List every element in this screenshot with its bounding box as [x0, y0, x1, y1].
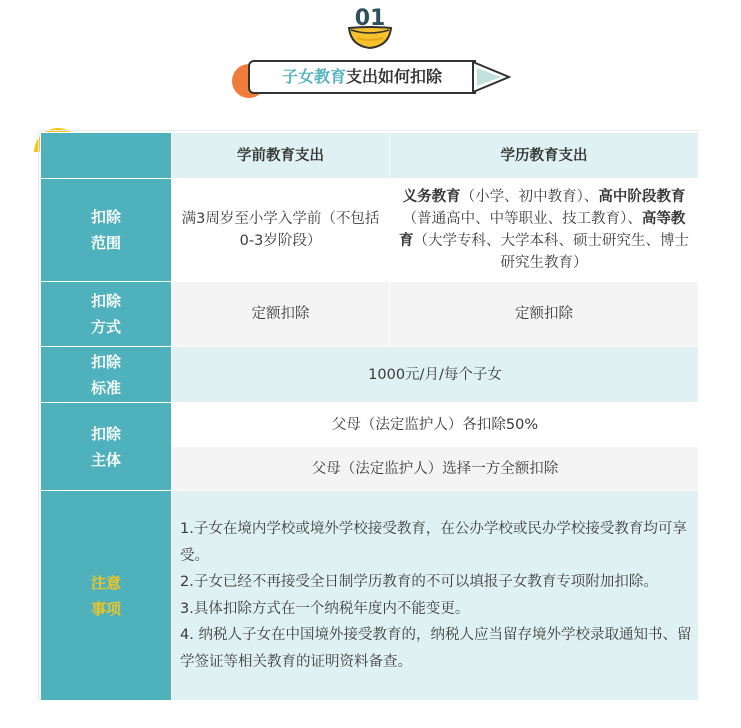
subject-option-2: 父母（法定监护人）选择一方全额扣除 — [172, 447, 699, 491]
standard-value: 1000元/月/每个子女 — [172, 347, 699, 403]
col-header-preschool: 学前教育支出 — [172, 133, 390, 179]
row-label-standard: 扣除 标准 — [41, 347, 172, 403]
arrow-icon — [471, 58, 511, 96]
section-number: 01 — [354, 6, 386, 31]
row-label-subject: 扣除 主体 — [41, 403, 172, 491]
subject-option-1: 父母（法定监护人）各扣除50% — [172, 403, 699, 447]
scope-education: 义务教育（小学、初中教育）、高中阶段教育（普通高中、中等职业、技工教育）、高等教育（大学专科、大学本科、硕士研究生、博士研究生教育） — [390, 179, 699, 282]
corner-cell — [41, 133, 172, 179]
method-preschool: 定额扣除 — [172, 282, 390, 347]
table-row-subject-1 — [41, 403, 699, 447]
scope-preschool: 满3周岁至小学入学前（不包括0-3岁阶段） — [172, 179, 390, 282]
row-label-notice: 注意 事项 — [41, 491, 172, 701]
notice-item: 2.子女已经不再接受全日制学历教育的不可以填报子女教育专项附加扣除。 — [180, 574, 658, 590]
row-label-scope: 扣除 范围 — [41, 179, 172, 282]
table-header-row — [41, 133, 699, 179]
page-title — [248, 60, 476, 94]
col-header-education: 学历教育支出 — [390, 133, 699, 179]
table-row-method — [41, 282, 699, 347]
title-accent: 子女教育 — [281, 67, 346, 86]
notice-content — [172, 491, 699, 701]
table-row-standard — [41, 347, 699, 403]
deduction-table — [40, 132, 699, 701]
title-rest: 支出如何扣除 — [346, 67, 443, 86]
notice-item: 4. 纳税人子女在中国境外接受教育的，纳税人应当留存境外学校录取通知书、留学签证等相关教育的证明资料备查。 — [180, 627, 692, 670]
row-label-method: 扣除 方式 — [41, 282, 172, 347]
method-education: 定额扣除 — [390, 282, 699, 347]
table-row-scope — [41, 179, 699, 282]
notice-item: 1.子女在境内学校或境外学校接受教育，在公办学校或民办学校接受教育均可享受。 — [180, 521, 687, 564]
table-row-notice — [41, 491, 699, 701]
notice-item: 3.具体扣除方式在一个纳税年度内不能变更。 — [180, 600, 470, 617]
